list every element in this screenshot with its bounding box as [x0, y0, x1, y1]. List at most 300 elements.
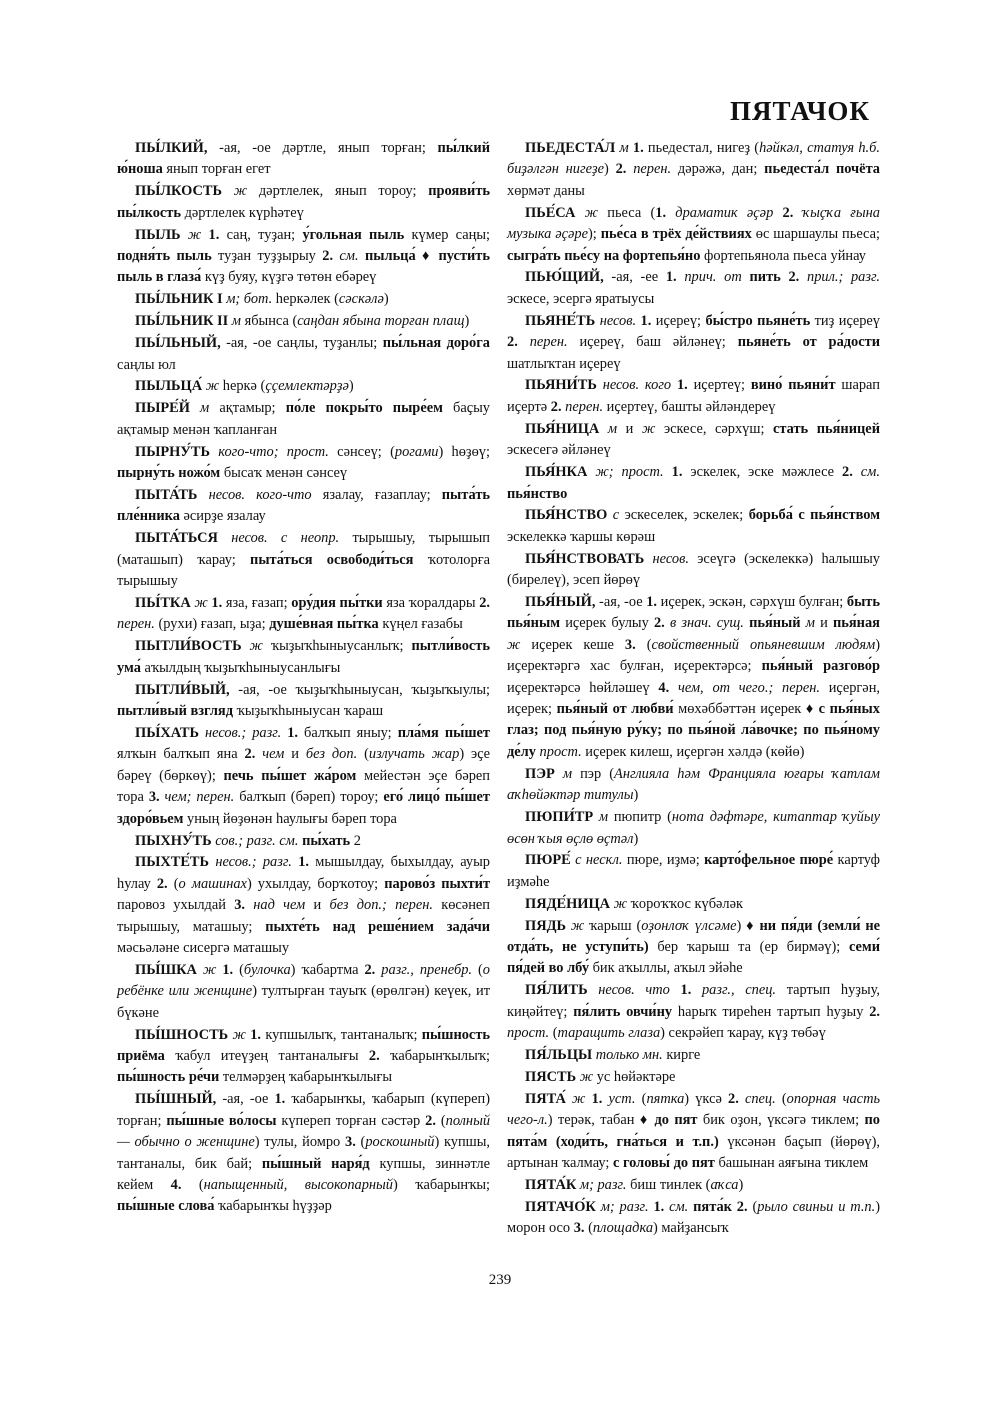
entry-text: аҡылдың ҡыҙыҡһыныусанлығы [140, 659, 341, 676]
entry-grammar-note: ж [507, 636, 521, 653]
entry-grammar-note: прич. [684, 269, 717, 286]
entry-text [222, 183, 234, 199]
entry-text: ябынса ( [240, 313, 298, 330]
entry-headword: ПЫ́ШКА [135, 961, 197, 978]
entry-phrase: бы́стро пьяне́ть [705, 312, 811, 329]
entry-phrase: 2. [156, 875, 168, 892]
page-number: 239 [488, 1272, 512, 1288]
dictionary-entry [117, 528, 490, 592]
entry-grammar-note: драматик әҫәр [675, 204, 774, 221]
entry-text: ( [635, 1090, 647, 1107]
entry-phrase: 1. [211, 595, 223, 612]
entry-text: эскелек, эске мәжлесе [682, 464, 843, 481]
dictionary-entry [117, 593, 490, 636]
entry-phrase: 1. [274, 1091, 286, 1108]
entry-text: ) иҫеректәргә хас булған, иҫеректәрсә; [507, 636, 880, 675]
entry-headword: ПЯ́ЛИТЬ [525, 982, 588, 999]
entry-text: ҡабарынҡы, ҡабарып (күпереп) торған; [117, 1091, 490, 1129]
entry-phrase: 2. [615, 161, 627, 178]
entry-text: янып торған егет [162, 161, 271, 178]
entry-grammar-note: ж [194, 595, 208, 612]
dictionary-entry [507, 462, 880, 505]
entry-grammar-note: ж [187, 226, 202, 243]
entry-text: ) секрәйеп ҡарау, күҙ төбәү [660, 1025, 826, 1042]
entry-grammar-note: м [598, 809, 609, 826]
dictionary-entry [117, 225, 490, 289]
entry-text: ) үксә [684, 1090, 728, 1107]
entry-grammar-note: площадка [592, 1220, 654, 1237]
entry-text: и [814, 615, 833, 632]
entry-phrase: 2. [364, 961, 376, 978]
entry-text [575, 205, 584, 221]
entry-text: уның йөҙөнән һаулығы бәреп тора [183, 810, 397, 827]
entry-text: һеркә ( [219, 378, 266, 395]
entry-grammar-note: без доп.; перен. [329, 897, 433, 914]
entry-text: шатлыҡтан иҫереү [507, 355, 621, 372]
entry-text: -ая, -ое [595, 594, 647, 611]
dictionary-entry [117, 680, 490, 723]
entry-phrase: пье́са в трёх де́йствиях [600, 226, 752, 243]
entry-text: пьеса ( [598, 204, 656, 221]
entry-phrase: 2. [782, 204, 794, 221]
entry-text: балҡып (бәреп) тороу; [234, 789, 384, 806]
entry-grammar-note: прост. [539, 743, 582, 760]
entry-headword: ПЫ́ЛЬНИК II [135, 313, 229, 330]
entry-grammar-note: без доп. [305, 746, 358, 763]
entry-headword: ПЬЯНЕ́ТЬ [525, 312, 596, 329]
entry-text: пьедестал, нигеҙ ( [643, 140, 760, 156]
entry-headword: ПЫТЛИ́ВОСТЬ [135, 638, 242, 655]
entry-phrase: 1. [591, 1090, 603, 1107]
entry-text: ақтамыр; [209, 400, 286, 417]
entry-phrase: пы́хать [302, 832, 351, 849]
dictionary-entry [507, 592, 880, 763]
dictionary-entry [507, 549, 880, 592]
entry-text: иҫереү; [651, 312, 706, 329]
column-left [117, 138, 490, 1218]
entry-text: дәрәжә, дан; [671, 161, 765, 178]
entry-phrase: пы́шный наря́д [261, 1155, 370, 1172]
entry-grammar-note: һәйкәл, статуя һ.б. биҙәлгән нигеҙе [507, 140, 880, 178]
entry-headword: ПЫХНУ́ТЬ [135, 832, 212, 849]
entry-grammar-note: саңдан ябына торған плащ [297, 313, 465, 330]
entry-headword: ПЯДЕ́НИЦА [525, 895, 611, 912]
entry-text: ) [348, 378, 354, 395]
entry-text: картуф иҙмәһе [507, 852, 880, 890]
entry-text: сәнсеү; ( [328, 443, 395, 460]
entry-text [773, 205, 782, 221]
entry-text: пэр ( [572, 765, 615, 782]
entry-text: ) һөҙөү; [438, 443, 490, 460]
entry-text: ( [181, 1177, 204, 1193]
dictionary-entry [507, 807, 880, 850]
entry-grammar-note: прил.; разг. [807, 269, 880, 286]
entry-headword: ПЬЯНИ́ТЬ [525, 377, 597, 394]
entry-grammar-note: аҡса [710, 1177, 739, 1193]
entry-text: и [305, 897, 330, 914]
dictionary-entry [507, 267, 880, 310]
entry-text: ( [584, 1220, 593, 1237]
entry-grammar-note: нота дәфтәре, китаптар ҡуйыу өсөн ҡыя өҫлө өҫтәл [507, 809, 880, 847]
entry-headword: ПЯ́ЛЬЦЫ [525, 1047, 593, 1064]
entry-text: башынан аяғына тиклем [714, 1155, 869, 1172]
entry-phrase: 2. [368, 1048, 380, 1065]
entry-headword: ПЮПИ́ТР [525, 809, 594, 826]
entry-phrase: пья́ный [749, 615, 801, 632]
entry-headword: ПЫТА́ТЬСЯ [135, 530, 218, 547]
entry-headword: ПЫ́ХАТЬ [135, 724, 199, 741]
entry-grammar-note: перен. [633, 161, 672, 178]
entry-phrase: пы́шные во́лосы [166, 1112, 277, 1129]
entry-text: телмәрҙең ҡабарынҡылығы [219, 1069, 393, 1086]
dictionary-entry [507, 311, 880, 375]
entry-text: шарап иҫертә [507, 377, 880, 415]
dictionary-entry [117, 333, 490, 376]
dictionary-entry [507, 1067, 880, 1088]
entry-text: иҫерек булыу [560, 615, 654, 632]
entry-phrase: 2. [479, 595, 491, 612]
entry-headword: ПЫ́ЛЬНИК I [135, 291, 223, 308]
entry-text: биш тинлек ( [626, 1177, 711, 1193]
entry-phrase: по́ле покры́то пыре́ем [285, 400, 443, 417]
entry-grammar-note: м [619, 140, 629, 156]
entry-phrase: сыгра́ть пье́су на фортепья́но [507, 247, 701, 264]
dictionary-entry [117, 960, 490, 1024]
entry-grammar-note: ҡыҫҡа ғына музыка әҫәре [507, 204, 880, 243]
entry-grammar-note: см. [669, 1198, 689, 1215]
entry-phrase: быть пья́ным [507, 594, 880, 632]
entry-headword: ПЫ́ШНОСТЬ [135, 1026, 229, 1043]
entry-text: ( [775, 1090, 787, 1107]
entry-grammar-note: ж [579, 1068, 594, 1085]
entry-text: ( [435, 1112, 446, 1129]
entry-headword: ПЬЯ́НСТВО [525, 507, 608, 524]
entry-headword: ПЫ́ЛКОСТЬ [135, 183, 222, 200]
entry-phrase: ♦ с пья́ных глаз; под пья́ную ру́ку; по пья́ной ла́вочке; по пья́ному де́лу [507, 701, 880, 760]
entry-phrase: семи́ пя́дей во лбу́ [507, 939, 881, 977]
entry-text [197, 487, 208, 503]
entry-text: күпереп торған сәстәр [276, 1112, 426, 1129]
entry-headword: ПЫЛЬЦА́ [135, 378, 203, 395]
entry-phrase: пья́ный от любви́ [556, 701, 674, 718]
entry-grammar-note: с [612, 507, 620, 524]
entry-text: әсирҙе язалау [179, 508, 266, 525]
entry-text: ялҡын балҡып яна [117, 746, 245, 763]
entry-phrase: пы́шные слова́ [117, 1198, 215, 1215]
entry-phrase: 3. [148, 789, 160, 806]
entry-phrase: 1. [298, 854, 309, 871]
entry-text: ) [738, 1177, 744, 1193]
entry-grammar-note: прост. [507, 1025, 550, 1042]
entry-phrase: пы́шность приёма [117, 1026, 490, 1065]
entry-text [518, 334, 530, 350]
entry-grammar-note: несов. с неопр. [231, 530, 340, 547]
entry-grammar-note: несов. что [598, 982, 670, 999]
dictionary-entry [117, 636, 490, 679]
entry-text: мәсьәләне сисергә маташыу [117, 940, 290, 957]
entry-text: һеркәлек ( [272, 291, 339, 308]
entry-grammar-note: м [805, 615, 815, 632]
entry-grammar-note: чем, от чего.; перен. [677, 679, 820, 696]
entry-text: пюре, иҙмә; [622, 852, 705, 869]
entry-phrase: подня́ть пыль [117, 248, 212, 265]
entry-text [853, 464, 861, 480]
entry-text: туҙан туҙҙырыу [211, 248, 323, 265]
entry-phrase: пытли́вый взгляд [117, 703, 233, 720]
dictionary-entry [507, 764, 880, 807]
entry-headword: ПЯТАЧО́К [525, 1198, 596, 1215]
entry-phrase: 4. [658, 679, 670, 696]
entry-text: ) [464, 313, 470, 330]
entry-phrase: 2. [728, 1090, 739, 1107]
entry-phrase: 1. [222, 961, 234, 978]
dictionary-entry [507, 1197, 880, 1240]
entry-phrase: печь пы́шет жа́ром [223, 767, 357, 784]
entry-grammar-note: ж [641, 420, 656, 437]
entry-text: эскелеккә ҡаршы көрәш [507, 528, 656, 545]
entry-grammar-note: рогами [394, 443, 439, 460]
entry-text: көсәнеп тырышыу, маташыу; [117, 897, 490, 935]
entry-phrase: пыльца́ ♦ пусти́ть пыль в глаза́ [117, 248, 490, 286]
entry-phrase: 1. [680, 982, 692, 999]
dictionary-entry [117, 485, 490, 528]
entry-headword: ПЬЯ́НЫЙ, [525, 594, 596, 611]
entry-text: тырышыу, тырышып (маташып) ҡарау; [117, 530, 490, 568]
entry-grammar-note: см. [339, 248, 359, 265]
entry-phrase: пьедеста́л почёта [764, 161, 881, 178]
entry-text: ) тулы, йомро [254, 1134, 345, 1151]
entry-phrase: пла́мя пы́шет [397, 724, 490, 741]
entry-grammar-note: напыщенный, высокопарный [203, 1177, 393, 1193]
entry-grammar-note: сәскәлә [338, 291, 384, 308]
entry-phrase: 2. [842, 464, 853, 481]
entry-text: ) купшы, тантаналы, бик бай; [117, 1134, 491, 1172]
entry-phrase: пья́ная [833, 615, 880, 632]
entry-text: и [617, 420, 642, 437]
entry-text: иҫерек килеш, иҫергән хәлдә (көйө) [581, 743, 805, 760]
entry-text [588, 982, 599, 998]
entry-text [555, 766, 563, 782]
entry-text: һарыҡ тиреһен тартып һуҙыу [672, 1003, 870, 1020]
entry-text [716, 269, 724, 285]
entry-headword: ПЬЯ́НИЦА [525, 420, 600, 437]
entry-text [181, 227, 188, 243]
entry-text: эскесе, сәрхүш; [655, 420, 774, 437]
entry-phrase: 2. [869, 1003, 881, 1020]
entry-grammar-note: ж [572, 1090, 586, 1107]
entry-text: саңлы юл [117, 356, 176, 373]
entry-phrase: стать пья́ницей [773, 420, 880, 437]
entry-text: бик аҡыллы, аҡыл эйәһе [589, 960, 743, 977]
entry-grammar-note: несов.; разг. [204, 724, 282, 741]
entry-text: иҫерек, эскән, сәрхүш булған; [657, 594, 847, 611]
entry-grammar-note: пятка [646, 1090, 685, 1107]
entry-text: дәртлелек, янып тороу; [247, 183, 429, 200]
dictionary-entry [117, 852, 490, 959]
entry-text: ҡотолорға тырышыу [117, 551, 490, 590]
entry-phrase: 3. [345, 1134, 356, 1151]
entry-grammar-note: о ребёнке или женщине [117, 961, 490, 1000]
entry-text: пюпитр ( [608, 809, 672, 826]
entry-text: ҡабарынҡылыҡ; [379, 1048, 490, 1065]
entry-grammar-note: излучать жар [368, 746, 460, 763]
entry-text: ) [604, 161, 616, 178]
dictionary-entry [507, 850, 880, 893]
entry-phrase: борьба́ с пья́нством [748, 507, 880, 524]
entry-grammar-note: м [231, 313, 241, 330]
entry-text: ) майҙансыҡ [653, 1220, 729, 1237]
entry-phrase: 3. [573, 1220, 585, 1237]
entry-headword: ПЫРЕ́Й [135, 400, 190, 417]
entry-grammar-note: разг., пренебр. [381, 961, 473, 978]
entry-text [644, 551, 652, 567]
entry-grammar-note: м; разг. [600, 1198, 649, 1215]
entry-text: -ая, -ое дәртле, янып торған; [207, 140, 438, 156]
dictionary-entry [507, 894, 880, 915]
entry-text: үксәнән баҫып (йөрөү), артынан ҡалмау; [507, 1133, 880, 1172]
entry-phrase: прояви́ть пы́лкость [117, 183, 490, 221]
entry-grammar-note: см. [860, 464, 880, 481]
entry-text: хөрмәт даны [507, 182, 585, 199]
entry-headword: ПЯТА́ [525, 1090, 566, 1107]
entry-phrase: 1. [250, 1026, 262, 1043]
entry-text: ) тултырған тауыҡ (өрөлгән) кеүек, ит бүкәне [117, 983, 490, 1021]
entry-phrase: 1. [655, 204, 667, 221]
entry-phrase: пы́шность ре́чи [117, 1069, 220, 1086]
entry-phrase: 1. [676, 377, 688, 394]
entry-phrase: 1. [208, 226, 220, 243]
entry-grammar-note: от [724, 269, 742, 286]
entry-grammar-note: спец. [744, 1090, 776, 1107]
dictionary-entry [507, 980, 880, 1044]
entry-grammar-note: над чем [253, 897, 306, 914]
entry-grammar-note: кого-что; прост. [218, 443, 329, 460]
entry-text: саң, туҙан; [219, 226, 303, 243]
dictionary-entry [507, 1175, 880, 1196]
entry-phrase: 1. [640, 312, 652, 329]
entry-phrase: у́гольная пыль [302, 226, 405, 243]
entry-text: фортепьянола пьеса уйнау [700, 247, 866, 264]
dictionary-entry [117, 1089, 490, 1217]
entry-text: купшы, зиннәтле кейем [117, 1155, 490, 1193]
entry-text: ҡороҡҡос күбәләк [627, 895, 743, 912]
entry-grammar-note: ж [249, 638, 263, 655]
entry-text: ) ухылдау, борҡотоу; [246, 875, 385, 892]
entry-grammar-note: несов. [599, 312, 637, 329]
entry-text: ҡабарынҡы һүҙҙәр [214, 1198, 332, 1215]
entry-text: ( [233, 961, 244, 978]
entry-headword: ПЮРЕ́ [525, 852, 571, 869]
dictionary-entry [507, 375, 880, 418]
entry-headword: ПЯДЬ [525, 917, 567, 934]
entry-phrase: с головы́ до пят [612, 1155, 715, 1172]
entry-grammar-note: ж [205, 378, 220, 395]
entry-phrase: пы́лкий ю́ноша [117, 140, 490, 178]
entry-text: иҫертеү, башты әйләндереү [603, 398, 776, 415]
entry-phrase: пытли́вость ума́ [117, 638, 490, 676]
entry-text: ( [635, 636, 652, 653]
entry-text: иҫергән, иҫерек; [507, 679, 880, 718]
entry-text: яза ҡоралдары [382, 595, 480, 612]
entry-headword: ПЫ́ЛЬНЫЙ, [135, 335, 221, 352]
entry-text: эскесе, эсергә яратыусы [507, 290, 655, 307]
dictionary-entry [117, 831, 490, 852]
entry-phrase: пыта́ться освободи́ться [250, 551, 414, 568]
entry-phrase: парово́з пыхти́т [384, 875, 491, 892]
entry-text [670, 982, 681, 998]
entry-text: бер ҡарыш та (ер бирмәү); [648, 939, 849, 956]
entry-phrase: карто́фельное пюре́ [704, 852, 834, 869]
entry-headword: ПЫ́ЛКИЙ, [135, 140, 208, 156]
entry-text: ( [355, 1134, 366, 1151]
entry-text: яза, ғазап; [222, 595, 292, 612]
entry-phrase: 2. [507, 334, 518, 351]
entry-grammar-note: чем [262, 746, 285, 763]
entry-phrase: пья́нство [507, 485, 568, 502]
running-head: ПЯТАЧОК [730, 96, 870, 126]
entry-grammar-note: м [607, 420, 618, 437]
entry-phrase: 2. [550, 398, 562, 415]
entry-phrase: пята́к 2. [693, 1198, 748, 1215]
entry-text: -ая, -ое саңлы, туҙанлы; [220, 335, 383, 352]
entry-grammar-note: свойственный опьяневшим людям [651, 636, 876, 653]
entry-text: ) [383, 291, 389, 308]
entry-headword: ПЫ́ТКА [135, 595, 191, 612]
dictionary-entry [117, 311, 490, 332]
entry-text: паровоз ухылдай [117, 897, 235, 914]
entry-headword: ПЫЛЬ [135, 226, 181, 243]
entry-text: -ая, -ое ҡыҙыҡһыныусан, ҡыҙыҡыулы; [229, 681, 490, 698]
dictionary-entry [507, 1045, 880, 1066]
dictionary-entry [507, 203, 880, 267]
entry-text: и [284, 746, 306, 763]
entry-headword: ПЫРНУ́ТЬ [135, 443, 210, 460]
entry-text: балҡып яныу; [298, 724, 398, 741]
entry-grammar-note: несов. кого-что [208, 487, 312, 503]
entry-grammar-note: Англияла һәм Францияла юғары ҡатлам аҡһөйәктәр титулы [507, 765, 880, 804]
entry-headword: ПЯСТЬ [525, 1068, 577, 1085]
entry-text [599, 421, 608, 437]
dictionary-entry [117, 181, 490, 224]
entry-text: ) терәк, табан [547, 1112, 640, 1129]
entry-text: күмер саңы; [404, 226, 490, 243]
entry-phrase: пьяне́ть от ра́дости [737, 334, 880, 351]
entry-text [201, 227, 208, 243]
entry-phrase: его́ лицо́ пы́шет здоро́вьем [117, 789, 490, 827]
entry-grammar-note: ҫҫемлектәрҙә [265, 378, 349, 395]
entry-phrase: 1. [287, 724, 299, 741]
entry-text [666, 205, 675, 221]
entry-headword: ПЫТЛИ́ВЫЙ, [135, 681, 230, 698]
entry-grammar-note: с нескл. [575, 852, 623, 869]
entry-text: ҡыҙыҡһыныусан ҡараш [233, 703, 384, 720]
entry-phrase: 4. [170, 1177, 182, 1193]
entry-text [190, 400, 200, 416]
dictionary-entry [507, 419, 880, 462]
entry-text: бысаҡ менән сәнсеү [220, 465, 348, 482]
entry-text: бик оҙон, үксәгә тиклем; [697, 1112, 865, 1129]
entry-text: мөхәббәттән иҫерек [673, 701, 806, 718]
entry-text: күҙ буяу, күҙгә төтөн ебәреү [201, 269, 377, 286]
entry-text: иҫереү, баш әйләнеү; [567, 334, 738, 351]
entry-grammar-note: чем; перен. [164, 789, 235, 806]
entry-grammar-note: в знач. сущ. [669, 615, 744, 632]
entry-text: мейестән эҫе бәреп тора [117, 767, 490, 806]
entry-grammar-note: только мн. [595, 1047, 663, 1064]
entry-headword: ПЫХТЕ́ТЬ [135, 854, 210, 871]
entry-phrase: пы́льная доро́га [382, 335, 490, 352]
entry-text: ) ҡабарынҡы; [393, 1177, 491, 1193]
